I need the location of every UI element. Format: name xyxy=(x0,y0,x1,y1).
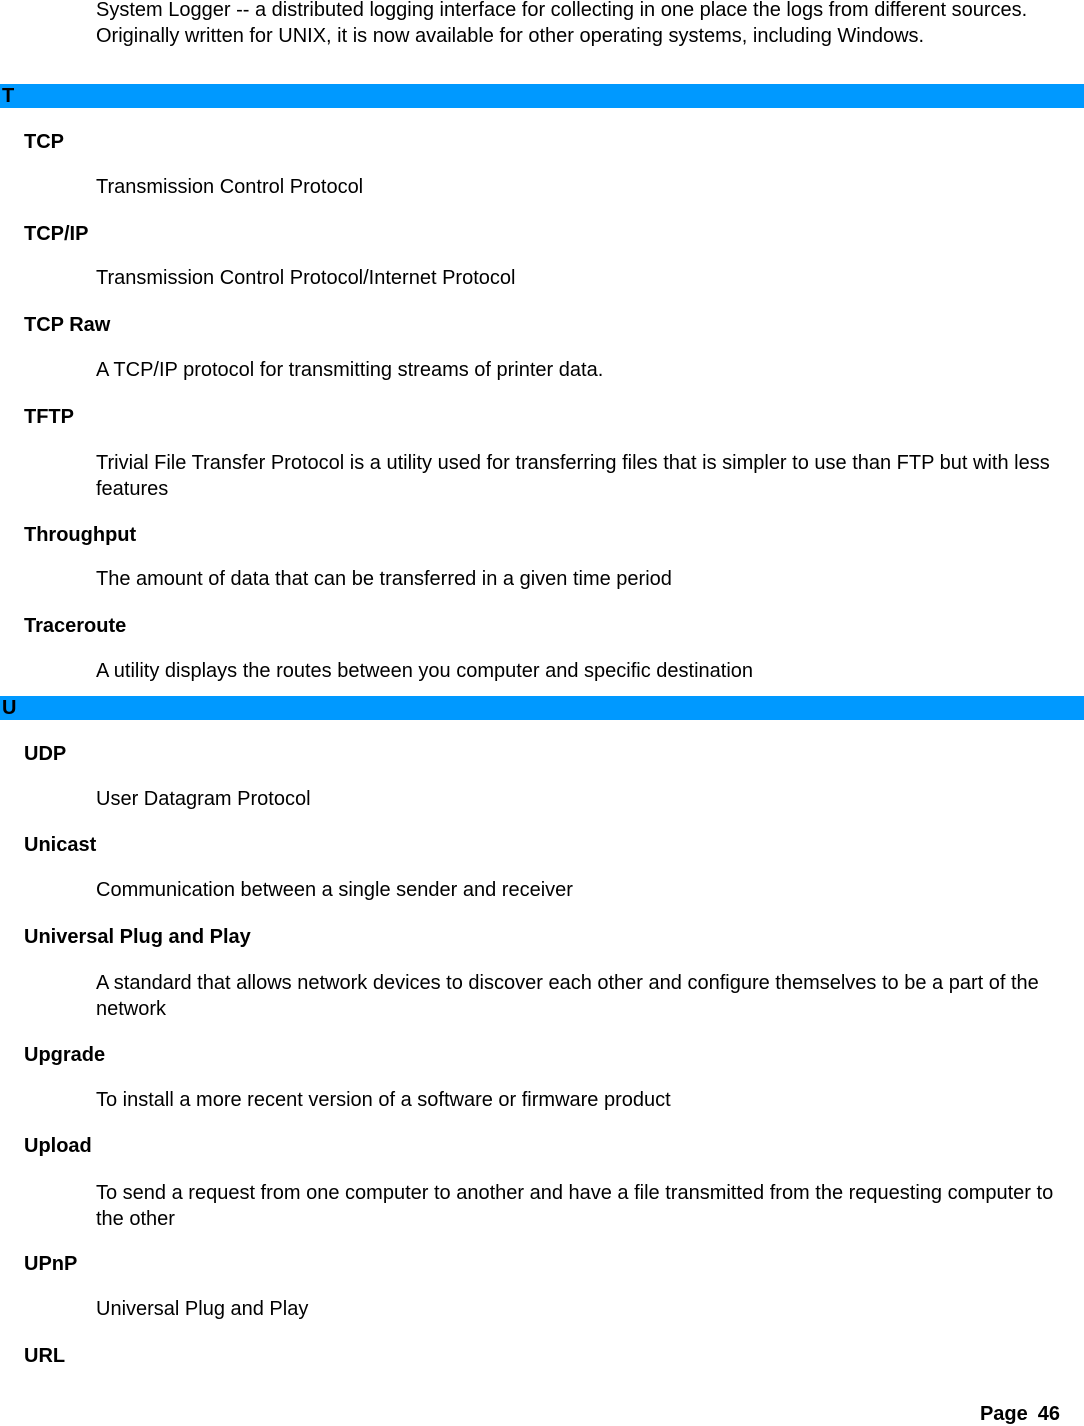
page-footer xyxy=(980,1402,1060,1426)
glossary-term: Traceroute xyxy=(24,615,127,637)
page-number: 46 xyxy=(1037,1403,1060,1425)
glossary-term: Upload xyxy=(24,1135,92,1157)
glossary-term: Universal Plug and Play xyxy=(24,926,251,948)
glossary-definition: Communication between a single sender and receiver xyxy=(96,879,573,901)
glossary-term: TCP/IP xyxy=(24,223,89,245)
glossary-term: Throughput xyxy=(24,524,137,546)
section-header-u: U xyxy=(0,696,1084,720)
glossary-definition: Universal Plug and Play xyxy=(96,1298,309,1320)
glossary-definition: Transmission Control Protocol xyxy=(96,176,364,198)
glossary-definition: Transmission Control Protocol/Internet Protocol xyxy=(96,267,516,289)
section-header-t: T xyxy=(0,84,1084,108)
glossary-term: Unicast xyxy=(24,834,97,856)
glossary-term: TFTP xyxy=(24,406,74,428)
glossary-definition: User Datagram Protocol xyxy=(96,788,311,810)
glossary-definition: The amount of data that can be transferred in a given time period xyxy=(96,568,672,590)
glossary-definition: To install a more recent version of a software or firmware product xyxy=(96,1089,671,1111)
glossary-definition: A utility displays the routes between you computer and specific destination xyxy=(96,660,754,682)
glossary-term: TCP Raw xyxy=(24,314,111,336)
glossary-term: Upgrade xyxy=(24,1044,106,1066)
glossary-term: UPnP xyxy=(24,1253,78,1275)
glossary-definition: To send a request from one computer to another and have a file transmitted from the requesting computer to the other xyxy=(96,1182,1054,1230)
glossary-definition: A standard that allows network devices to discover each other and configure themselves to be a part of the network xyxy=(96,972,1039,1020)
glossary-definition: Trivial File Transfer Protocol is a utility used for transferring files that is simpler to use than FTP but with less features xyxy=(96,452,1050,500)
glossary-term: TCP xyxy=(24,131,64,153)
intro-paragraph: System Logger -- a distributed logging interface for collecting in one place the logs from different sources. Originally written for UNIX, it is now available for other operating systems, including Windows. xyxy=(96,0,1028,47)
glossary-term: UDP xyxy=(24,743,67,765)
glossary-term: URL xyxy=(24,1345,66,1367)
page-label: Page xyxy=(979,1403,1028,1425)
glossary-definition: A TCP/IP protocol for transmitting streams of printer data. xyxy=(96,359,604,381)
